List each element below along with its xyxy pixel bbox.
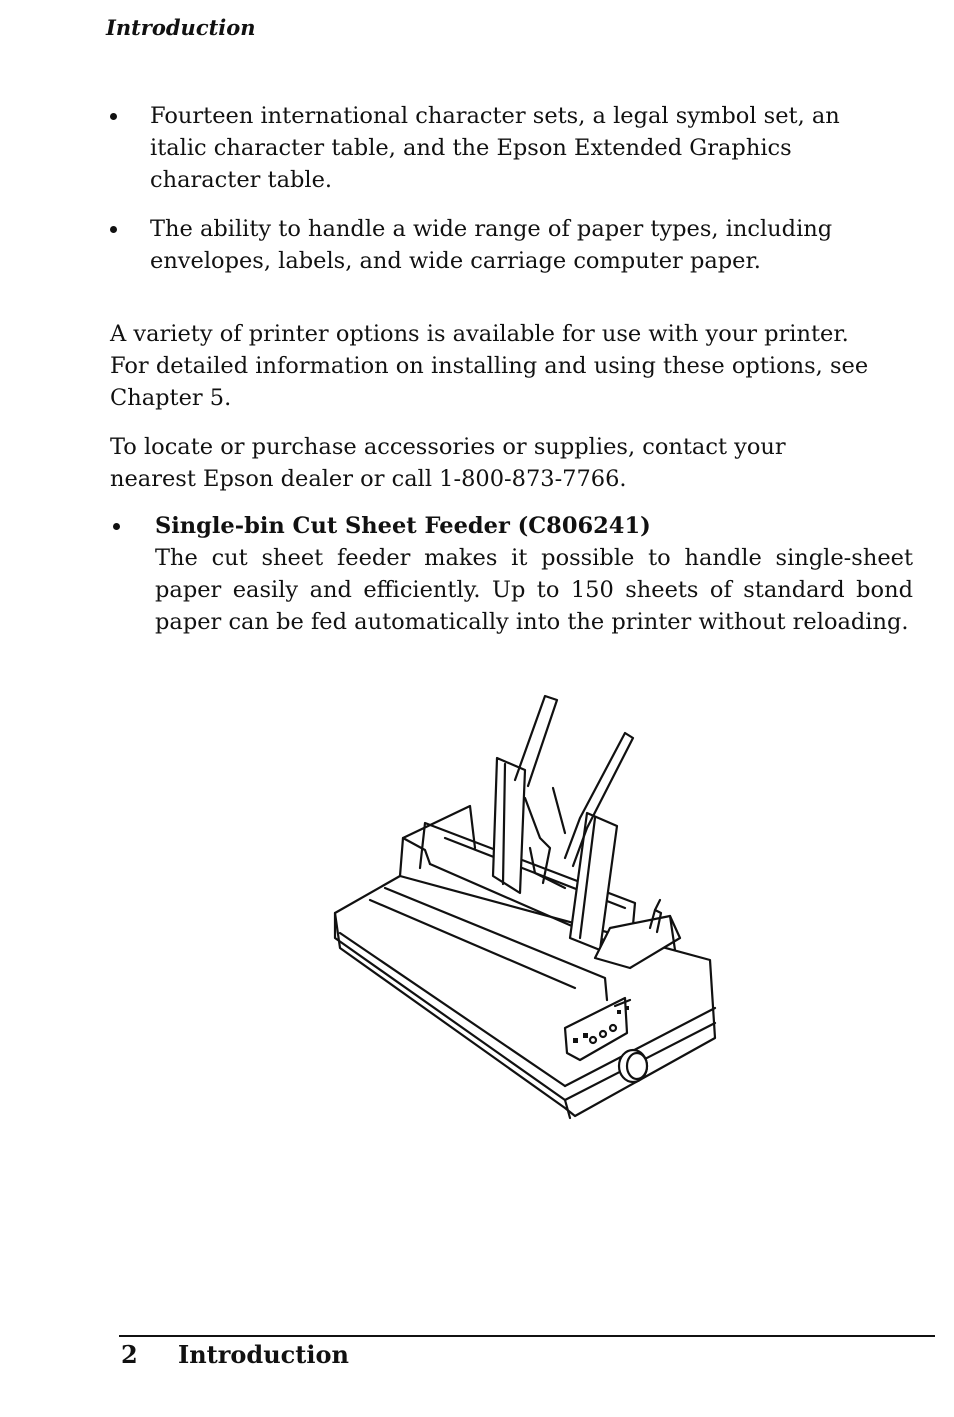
list-item — [113, 510, 913, 638]
list-item — [110, 213, 900, 277]
bullet-icon — [110, 226, 117, 233]
supplies-paragraph: To locate or purchase accessories or supplies, contact your nearest Epson dealer or call 1-800-873-7766. — [110, 434, 786, 492]
printer-with-sheet-feeder-illustration — [325, 688, 725, 1128]
running-head: Introduction — [106, 15, 256, 40]
feature-text: Fourteen international character sets, a legal symbol set, an italic character table, and the Epson Extended Graphics character table. — [150, 103, 840, 193]
options-intro-paragraph: A variety of printer options is available for use with your printer. For detailed information on installing and using these options, see Chapter 5. — [110, 321, 869, 411]
footer-rule — [119, 1335, 935, 1337]
option-description: The cut sheet feeder makes it possible to handle single-sheet paper easily and efficiently. Up to 150 sheets of standard bond paper can be fed automatically into the printer without reloading. — [155, 545, 913, 635]
footer-title: Introduction — [178, 1340, 349, 1369]
page-number: 2 — [121, 1340, 138, 1369]
feature-list — [110, 100, 900, 294]
page-footer — [121, 1340, 349, 1369]
option-title: Single-bin Cut Sheet Feeder (C806241) — [155, 513, 651, 539]
bullet-icon — [110, 113, 117, 120]
list-item — [110, 100, 900, 196]
option-list — [113, 510, 913, 638]
feature-text: The ability to handle a wide range of paper types, including envelopes, labels, and wide carriage computer paper. — [150, 216, 833, 274]
bullet-icon — [113, 523, 120, 530]
